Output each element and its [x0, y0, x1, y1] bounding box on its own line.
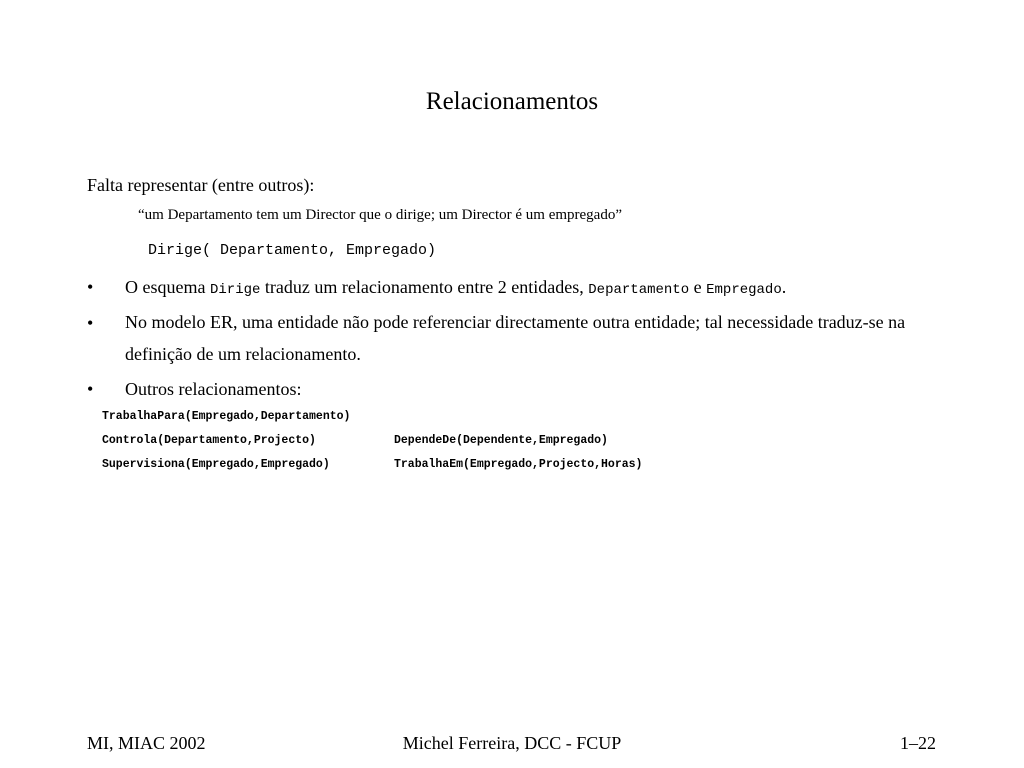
bullet-marker: • [87, 379, 94, 399]
bullet-2: No modelo ER, uma entidade não pode referenciar directamente outra entidade; tal necessidade traduz-se na definição de um relacionamento. [125, 312, 906, 364]
relationship-item: Controla(Departamento,Projecto) [102, 434, 316, 447]
relationship-item: TrabalhaPara(Empregado,Departamento) [102, 410, 351, 423]
schema-code: Dirige( Departamento, Empregado) [148, 242, 437, 259]
bullet-1-text-after: . [781, 277, 787, 297]
bullet-1-text-before: O esquema [125, 277, 210, 297]
relationship-item: Supervisiona(Empregado,Empregado) [102, 458, 330, 471]
slide-title: Relacionamentos [425, 88, 599, 115]
code-empregado: Empregado [706, 282, 782, 298]
bullet-marker: • [87, 313, 94, 333]
bullet-1 [125, 277, 786, 298]
code-dirige: Dirige [209, 282, 261, 298]
quote-text: “um Departamento tem um Director que o dirige; um Director é um empregado” [138, 207, 622, 223]
code-departamento: Departamento [588, 282, 690, 298]
footer-author: Michel Ferreira, DCC - FCUP [402, 733, 622, 753]
footer-page-number: 1–22 [900, 733, 936, 753]
intro-text: Falta representar (entre outros): [87, 175, 315, 195]
relationship-item: TrabalhaEm(Empregado,Projecto,Horas) [394, 458, 643, 471]
relationship-item: DependeDe(Dependente,Empregado) [394, 434, 608, 447]
bullet-marker: • [87, 277, 94, 297]
bullet-3: Outros relacionamentos: [125, 379, 302, 399]
bullet-1-text-middle: traduz um relacionamento entre 2 entidades, [260, 277, 589, 297]
footer-course: MI, MIAC 2002 [87, 733, 206, 753]
bullet-1-text-e: e [689, 277, 707, 297]
